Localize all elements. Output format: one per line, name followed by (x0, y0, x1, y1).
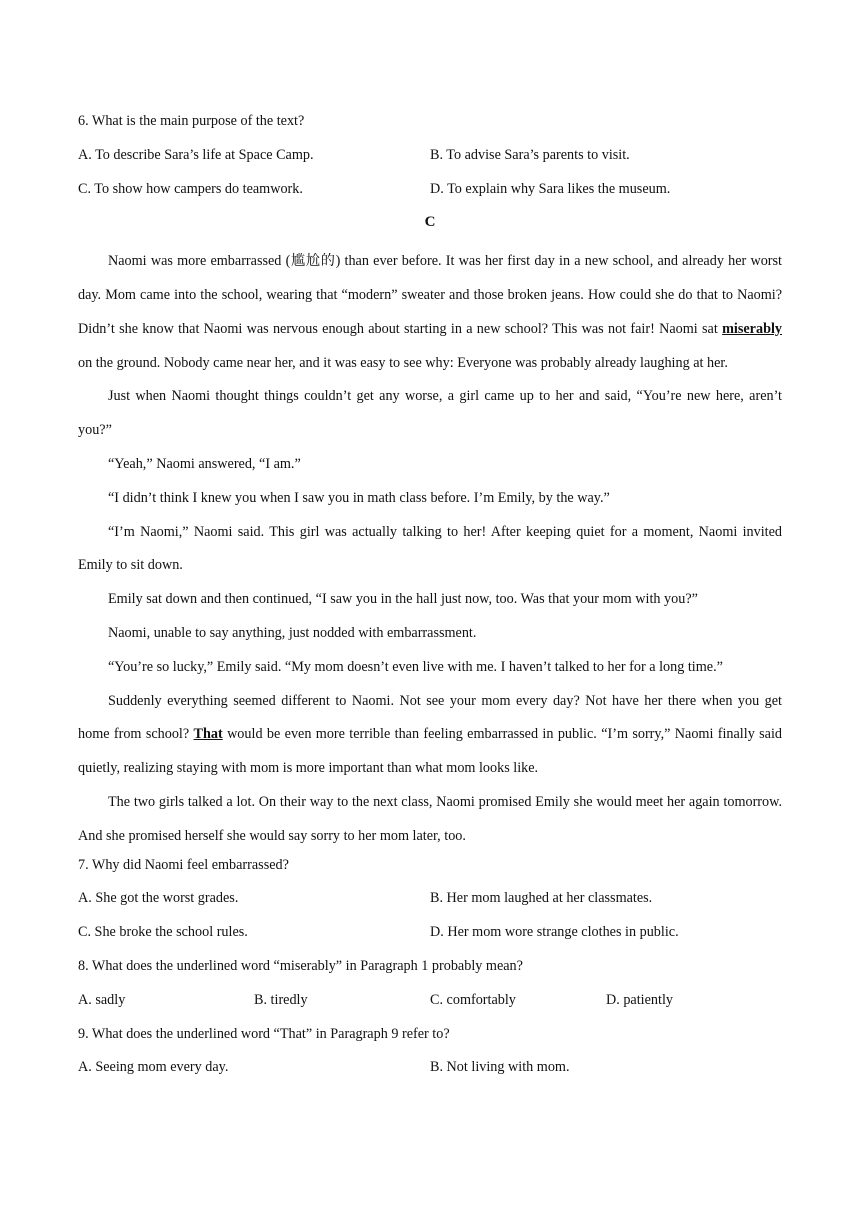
question-9-options-row-1 (78, 1056, 782, 1090)
passage-paragraph-10: The two girls talked a lot. On their way to the next class, Naomi promised Emily she would meet her again tomorrow. And she promised herself she would say sorry to her mom later, too. (78, 793, 782, 844)
question-7-options-row-1 (78, 887, 782, 921)
paragraph-9-text-a: Suddenly everything seemed different to Naomi. Not see your mom every day? Not have her there when you get home from school? (78, 692, 782, 743)
underlined-word-miserably: miserably (722, 320, 782, 337)
section-title: C (424, 214, 436, 231)
question-6: 6. What is the main purpose of the text? (78, 113, 305, 129)
question-6-options-row-1 (78, 144, 782, 178)
question-8-option-b: B. tiredly (254, 991, 308, 1008)
question-8-option-d: D. patiently (606, 991, 673, 1008)
question-8-option-c: C. comfortably (430, 991, 516, 1008)
question-6-option-d: D. To explain why Sara likes the museum. (430, 180, 671, 197)
question-7-option-b: B. Her mom laughed at her classmates. (430, 890, 653, 907)
passage-paragraph-7: Naomi, unable to say anything, just nodded with embarrassment. (108, 624, 477, 641)
passage-paragraph-3: “Yeah,” Naomi answered, “I am.” (108, 455, 301, 472)
question-6-option-a: A. To describe Sara’s life at Space Camp. (78, 146, 314, 163)
paragraph-1-text-b: on the ground. Nobody came near her, and it was easy to see why: Everyone was probably already laughing at her. (78, 354, 728, 371)
paragraph-1-text-a: Naomi was more embarrassed (尴尬的) than ever before. It was her first day in a new school, and already her worst day. Mom came into the school, wearing that “modern” sweater and those broken jeans. How could she do that to Naomi? Didn’t she know that Naomi was nervous enough about starting in a new school? This was not fair! Naomi sat (78, 253, 782, 337)
question-7-option-c: C. She broke the school rules. (78, 924, 248, 941)
question-6-option-c: C. To show how campers do teamwork. (78, 180, 303, 197)
underlined-word-that: That (193, 726, 223, 743)
question-7-option-a: A. She got the worst grades. (78, 890, 239, 907)
question-8-option-a: A. sadly (78, 991, 126, 1008)
question-8-options-row (78, 989, 782, 1023)
question-9-option-b: B. Not living with mom. (430, 1059, 570, 1076)
passage-paragraph-9 (78, 685, 782, 786)
question-9: 9. What does the underlined word “That” in Paragraph 9 refer to? (78, 1025, 450, 1042)
paragraph-9-text-b: would be even more terrible than feeling embarrassed in public. “I’m sorry,” Naomi finally said quietly, realizing staying with mom is more important than what mom looks like. (78, 726, 783, 777)
question-7-options-row-2 (78, 921, 782, 955)
question-7-option-d: D. Her mom wore strange clothes in public. (430, 924, 679, 941)
passage-paragraph-8: “You’re so lucky,” Emily said. “My mom doesn’t even live with me. I haven’t talked to her for a long time.” (108, 658, 723, 675)
passage-paragraph-1 (78, 245, 782, 380)
question-8: 8. What does the underlined word “miserably” in Paragraph 1 probably mean? (78, 957, 523, 974)
passage-paragraph-4: “I didn’t think I knew you when I saw you in math class before. I’m Emily, by the way.” (108, 489, 610, 506)
question-7: 7. Why did Naomi feel embarrassed? (78, 856, 289, 873)
passage-paragraph-2: Just when Naomi thought things couldn’t get any worse, a girl came up to her and said, “You’re new here, aren’t you?” (78, 388, 782, 439)
document-content (78, 110, 782, 1090)
passage-paragraph-6: Emily sat down and then continued, “I saw you in the hall just now, too. Was that your mom with you?” (108, 591, 698, 608)
question-6-options-row-2 (78, 178, 782, 212)
question-9-option-a: A. Seeing mom every day. (78, 1059, 229, 1076)
passage-paragraph-5: “I’m Naomi,” Naomi said. This girl was actually talking to her! After keeping quiet for a moment, Naomi invited Emily to sit down. (78, 523, 782, 574)
question-6-option-b: B. To advise Sara’s parents to visit. (430, 146, 630, 163)
